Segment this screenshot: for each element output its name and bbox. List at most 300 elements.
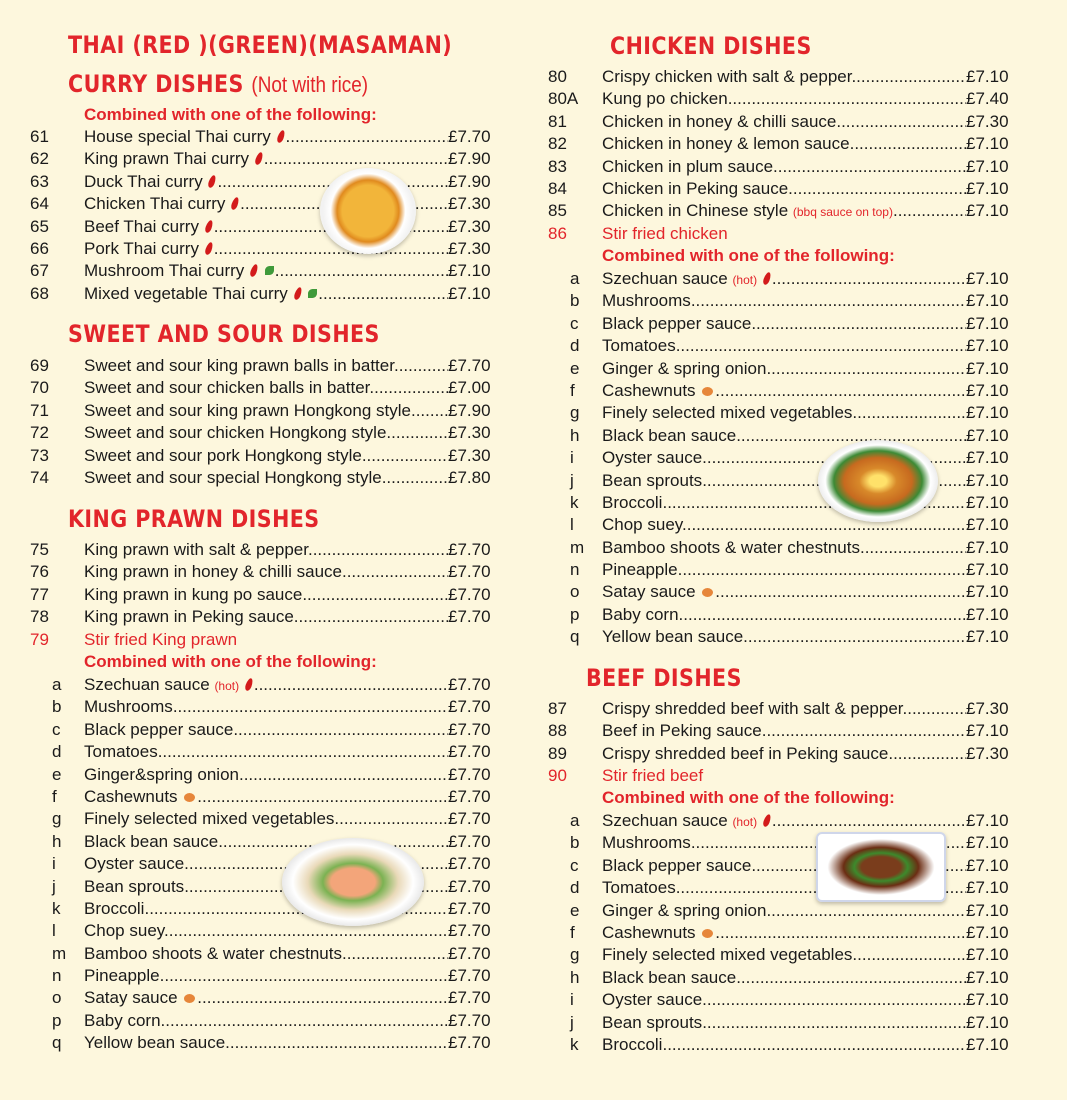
item-price: £7.30 xyxy=(966,743,1009,763)
list-item xyxy=(548,922,1018,944)
item-name-text: Chicken in Peking sauce xyxy=(602,178,789,198)
item-price: £7.00 xyxy=(448,378,491,398)
list-item xyxy=(548,290,1018,312)
item-price: £7.10 xyxy=(966,336,1009,356)
list-item xyxy=(548,223,1018,245)
list-item xyxy=(548,492,1018,514)
item-name-text: Mushroom Thai curry xyxy=(84,261,245,281)
list-item xyxy=(30,674,500,696)
list-item xyxy=(30,445,500,467)
item-name-text: Black bean sauce xyxy=(84,831,219,851)
item-number: k xyxy=(52,898,61,918)
item-price: £7.70 xyxy=(448,831,491,851)
item-name xyxy=(84,1032,448,1054)
item-price: £7.70 xyxy=(448,1010,491,1030)
chili-icon xyxy=(207,174,217,188)
item-price: £7.80 xyxy=(448,467,491,487)
item-name-text: Finely selected mixed vegetables xyxy=(602,945,853,965)
item-number: 65 xyxy=(30,216,49,236)
king-prawn-heading: KING PRAWN DISHES xyxy=(68,505,320,533)
item-tag: (hot) xyxy=(214,679,240,693)
item-name-text: Bean sprouts xyxy=(84,876,185,896)
item-name xyxy=(84,696,448,718)
item-name-text: Bean sprouts xyxy=(602,470,703,490)
item-name-text: Black bean sauce xyxy=(602,425,737,445)
item-price: £7.10 xyxy=(966,604,1009,624)
list-item xyxy=(30,467,500,489)
item-price: £7.10 xyxy=(966,515,1009,535)
item-name xyxy=(602,559,966,581)
item-number: k xyxy=(570,1034,579,1054)
list-item xyxy=(548,133,1018,155)
item-number: 86 xyxy=(548,224,567,243)
list-item xyxy=(548,989,1018,1011)
sweet-sour-list xyxy=(30,355,500,489)
item-name xyxy=(84,126,448,148)
item-name xyxy=(84,764,448,786)
item-number: 88 xyxy=(548,721,567,741)
item-price: £7.10 xyxy=(966,990,1009,1010)
chicken-photo xyxy=(818,440,938,522)
chicken-stir-fried xyxy=(548,223,1018,245)
beef-list xyxy=(548,698,1018,765)
item-number: 78 xyxy=(30,607,49,627)
item-number: g xyxy=(52,809,62,829)
item-price: £7.30 xyxy=(448,216,491,236)
beef-combined-subheading: Combined with one of the following: xyxy=(602,788,895,807)
item-price: £7.10 xyxy=(966,313,1009,333)
item-number: b xyxy=(570,291,580,311)
item-price: £7.70 xyxy=(448,719,491,739)
list-item xyxy=(548,743,1018,765)
item-name-text: Tomatoes xyxy=(602,336,676,356)
curry-heading-note: (Not with rice) xyxy=(251,72,369,97)
item-price: £7.70 xyxy=(448,562,491,582)
chili-icon xyxy=(204,219,214,233)
item-name xyxy=(84,943,448,965)
king-prawn-combined-subheading: Combined with one of the following: xyxy=(84,652,377,671)
list-item xyxy=(30,561,500,583)
item-number: 81 xyxy=(548,111,567,131)
item-name xyxy=(602,425,966,447)
item-name-text: Sweet and sour chicken balls in batter xyxy=(84,378,370,398)
item-number: c xyxy=(52,719,61,739)
item-name xyxy=(84,920,448,942)
item-number: 73 xyxy=(30,445,49,465)
item-number: n xyxy=(52,966,62,986)
chicken-combined-subheading: Combined with one of the following: xyxy=(602,246,895,265)
item-name-text: Ginger & spring onion xyxy=(602,900,767,920)
item-name-text: Ginger&spring onion xyxy=(84,764,239,784)
item-price: £7.10 xyxy=(966,492,1009,512)
king-prawn-stir-fried xyxy=(30,629,500,651)
item-name-text: King prawn Thai curry xyxy=(84,149,250,169)
list-item xyxy=(30,539,500,561)
item-name xyxy=(602,604,966,626)
item-name xyxy=(84,377,448,399)
item-number: 89 xyxy=(548,743,567,763)
item-name-text: Crispy shredded beef in Peking sauce xyxy=(602,743,889,763)
list-item xyxy=(30,606,500,628)
list-item xyxy=(548,66,1018,88)
item-name xyxy=(602,537,966,559)
item-number: 85 xyxy=(548,201,567,221)
item-name xyxy=(602,626,966,648)
chicken-list xyxy=(548,66,1018,223)
list-item xyxy=(548,358,1018,380)
item-price: £7.10 xyxy=(966,537,1009,557)
item-price: £7.90 xyxy=(448,149,491,169)
item-name-text: Szechuan sauce xyxy=(602,269,728,288)
item-number: l xyxy=(52,921,56,941)
item-name xyxy=(84,148,448,170)
item-name-text: House special Thai curry xyxy=(84,127,271,146)
item-name xyxy=(602,1012,966,1034)
list-item xyxy=(548,832,1018,854)
item-name: Stir fried chicken xyxy=(602,224,728,243)
item-name-text: Mushrooms xyxy=(84,697,173,717)
chili-icon xyxy=(230,197,240,211)
list-item xyxy=(548,1034,1018,1056)
list-item xyxy=(548,268,1018,290)
item-number: f xyxy=(52,786,57,806)
item-price: £7.70 xyxy=(448,127,491,146)
item-price: £7.70 xyxy=(448,966,491,986)
item-name-text: Sweet and sour king prawn balls in batter xyxy=(84,356,394,375)
item-name xyxy=(602,380,966,402)
item-number: e xyxy=(570,900,580,920)
item-name xyxy=(84,355,448,377)
item-name-text: Satay sauce xyxy=(84,988,178,1008)
item-price: £7.10 xyxy=(966,900,1009,920)
king-prawn-options-list xyxy=(30,674,500,1055)
chili-icon xyxy=(292,286,302,300)
list-item xyxy=(30,1032,500,1054)
item-number: 66 xyxy=(30,238,49,258)
item-name xyxy=(84,606,448,628)
item-number: 70 xyxy=(30,378,49,398)
item-number: o xyxy=(52,988,62,1008)
item-name xyxy=(602,743,966,765)
list-item xyxy=(548,200,1018,222)
item-name xyxy=(84,400,448,422)
item-name-text: King prawn in kung po sauce xyxy=(84,584,303,604)
list-item xyxy=(548,156,1018,178)
item-number: d xyxy=(570,336,580,356)
item-number: 61 xyxy=(30,127,49,146)
item-name-text: Kung po chicken xyxy=(602,89,728,109)
list-item xyxy=(548,425,1018,447)
item-number: a xyxy=(570,811,580,830)
beef-photo xyxy=(816,832,946,902)
item-number: i xyxy=(570,990,574,1010)
item-number: h xyxy=(52,831,62,851)
list-item xyxy=(548,944,1018,966)
item-name-text: Black pepper sauce xyxy=(602,855,752,875)
item-name xyxy=(84,561,448,583)
list-item xyxy=(548,111,1018,133)
item-number: a xyxy=(52,675,62,694)
list-item xyxy=(30,876,500,898)
item-number: h xyxy=(570,425,580,445)
item-number: l xyxy=(570,515,574,535)
item-name-text: Sweet and sour pork Hongkong style xyxy=(84,445,362,465)
item-name-text: Chop suey xyxy=(84,921,165,941)
item-number: q xyxy=(570,627,580,647)
item-name xyxy=(84,808,448,830)
item-name xyxy=(602,358,966,380)
item-number: 77 xyxy=(30,584,49,604)
item-name-text: Finely selected mixed vegetables xyxy=(84,809,335,829)
item-name-text: Black bean sauce xyxy=(602,967,737,987)
list-item xyxy=(30,786,500,808)
item-number: c xyxy=(570,313,579,333)
item-name-text: Pineapple xyxy=(602,560,678,580)
item-price: £7.10 xyxy=(966,448,1009,468)
item-number: a xyxy=(570,269,580,288)
item-number: 76 xyxy=(30,562,49,582)
item-number: 67 xyxy=(30,261,49,281)
item-name xyxy=(602,290,966,312)
list-item xyxy=(30,377,500,399)
item-name xyxy=(602,402,966,424)
item-price: £7.10 xyxy=(966,201,1009,221)
item-price: £7.30 xyxy=(448,445,491,465)
item-name-text: Baby corn xyxy=(84,1010,161,1030)
item-name-text: Duck Thai curry xyxy=(84,171,203,191)
curry-heading-line1: THAI (RED )(GREEN)(MASAMAN) xyxy=(68,31,453,59)
item-price: £7.10 xyxy=(966,721,1009,741)
item-number: 90 xyxy=(548,766,567,785)
item-number: p xyxy=(570,604,580,624)
item-name xyxy=(602,200,966,223)
item-name xyxy=(602,111,966,133)
item-name-text: Sweet and sour special Hongkong style xyxy=(84,467,382,487)
item-name: Stir fried King prawn xyxy=(84,630,238,649)
list-item xyxy=(548,626,1018,648)
item-price: £7.10 xyxy=(966,178,1009,198)
item-name xyxy=(602,268,966,291)
item-name xyxy=(602,944,966,966)
item-number: m xyxy=(52,943,67,963)
item-number: j xyxy=(570,1012,574,1032)
list-item xyxy=(30,943,500,965)
item-number: c xyxy=(570,855,579,875)
item-name-text: Tomatoes xyxy=(84,742,158,762)
item-price: £7.10 xyxy=(966,67,1009,86)
item-name-text: Broccoli xyxy=(84,898,145,918)
list-item xyxy=(30,853,500,875)
list-item xyxy=(548,470,1018,492)
list-item xyxy=(548,720,1018,742)
item-name xyxy=(602,900,966,922)
item-price: £7.10 xyxy=(966,945,1009,965)
list-item xyxy=(30,1010,500,1032)
item-number: e xyxy=(52,764,62,784)
item-price: £7.90 xyxy=(448,400,491,420)
item-name-text: Beef Thai curry xyxy=(84,216,199,236)
list-item xyxy=(548,335,1018,357)
list-item xyxy=(548,1012,1018,1034)
item-price: £7.70 xyxy=(448,584,491,604)
item-name xyxy=(602,178,966,200)
item-number: g xyxy=(570,945,580,965)
item-price: £7.10 xyxy=(966,403,1009,423)
chicken-options-list xyxy=(548,268,1018,649)
chicken-heading: CHICKEN DISHES xyxy=(610,32,812,60)
item-name-text: Mushrooms xyxy=(602,833,691,853)
item-name-text: Pork Thai curry xyxy=(84,238,199,258)
item-price: £7.10 xyxy=(966,582,1009,602)
item-number: 84 xyxy=(548,178,567,198)
item-number: p xyxy=(52,1010,62,1030)
sweet-sour-heading: SWEET AND SOUR DISHES xyxy=(68,320,380,348)
item-number: 74 xyxy=(30,467,49,487)
list-item xyxy=(30,283,500,305)
list-item xyxy=(548,604,1018,626)
item-name xyxy=(84,283,448,305)
item-price: £7.10 xyxy=(966,1012,1009,1032)
item-price: £7.70 xyxy=(448,764,491,784)
item-number: j xyxy=(570,470,574,490)
item-price: £7.70 xyxy=(448,943,491,963)
item-name xyxy=(84,965,448,987)
item-number: f xyxy=(570,380,575,400)
chili-icon xyxy=(204,241,214,255)
nut-icon xyxy=(702,387,713,396)
item-price: £7.70 xyxy=(448,356,491,375)
thai-curry-photo xyxy=(320,168,416,254)
item-name xyxy=(84,584,448,606)
item-price: £7.40 xyxy=(966,89,1009,109)
item-name xyxy=(84,719,448,741)
item-name-text: Pineapple xyxy=(84,966,160,986)
curry-heading-line2 xyxy=(68,70,368,98)
item-number: j xyxy=(52,876,56,896)
item-number: 63 xyxy=(30,171,49,191)
item-price: £7.70 xyxy=(448,786,491,806)
item-price: £7.10 xyxy=(448,261,491,281)
item-price: £7.70 xyxy=(448,988,491,1008)
item-name xyxy=(84,674,448,697)
item-price: £7.30 xyxy=(966,111,1009,131)
list-item xyxy=(30,355,500,377)
item-number: b xyxy=(52,697,62,717)
list-item xyxy=(548,178,1018,200)
curry-combined-subheading: Combined with one of the following: xyxy=(84,105,377,124)
item-name xyxy=(84,1010,448,1032)
list-item xyxy=(548,402,1018,424)
item-price: £7.10 xyxy=(966,560,1009,580)
chili-icon xyxy=(249,264,259,278)
item-name-text: King prawn in honey & chilli sauce xyxy=(84,562,342,582)
item-name xyxy=(602,698,966,720)
list-item xyxy=(30,741,500,763)
item-number: 80A xyxy=(548,89,579,109)
item-price: £7.10 xyxy=(966,833,1009,853)
list-item xyxy=(30,422,500,444)
item-price: £7.10 xyxy=(966,156,1009,176)
list-item xyxy=(30,148,500,170)
item-name-text: Tomatoes xyxy=(602,878,676,898)
item-name-text: King prawn with salt & pepper xyxy=(84,540,308,559)
item-name-text: Crispy shredded beef with salt & pepper xyxy=(602,699,903,718)
item-name-text: King prawn in Peking sauce xyxy=(84,607,294,627)
item-name-text: Chicken Thai curry xyxy=(84,194,226,214)
list-item xyxy=(548,514,1018,536)
item-price: £7.10 xyxy=(966,855,1009,875)
item-name-text: Chicken in honey & chilli sauce xyxy=(602,111,837,131)
item-price: £7.70 xyxy=(448,540,491,559)
item-name xyxy=(84,539,448,561)
item-name-text: Bamboo shoots & water chestnuts xyxy=(602,537,860,557)
item-name-text: Mushrooms xyxy=(602,291,691,311)
item-name xyxy=(602,1034,966,1056)
item-price: £7.30 xyxy=(448,423,491,443)
item-number: 83 xyxy=(548,156,567,176)
list-item xyxy=(548,537,1018,559)
nut-icon xyxy=(184,994,195,1003)
item-price: £7.10 xyxy=(966,878,1009,898)
item-name xyxy=(602,133,966,155)
item-name xyxy=(84,260,448,282)
item-name xyxy=(602,313,966,335)
item-name-text: Finely selected mixed vegetables xyxy=(602,403,853,423)
item-price: £7.10 xyxy=(966,811,1009,830)
item-number: n xyxy=(570,560,580,580)
nut-icon xyxy=(702,588,713,597)
item-price: £7.10 xyxy=(966,1034,1009,1054)
item-price: £7.70 xyxy=(448,921,491,941)
item-name xyxy=(602,88,966,110)
item-name xyxy=(602,810,966,833)
list-item xyxy=(548,900,1018,922)
item-name xyxy=(84,741,448,763)
list-item xyxy=(30,898,500,920)
list-item xyxy=(30,193,500,215)
item-number: 72 xyxy=(30,423,49,443)
list-item xyxy=(30,920,500,942)
item-price: £7.70 xyxy=(448,876,491,896)
item-number: 82 xyxy=(548,134,567,154)
king-prawn-list xyxy=(30,539,500,629)
item-name-text: Cashewnuts xyxy=(84,786,178,806)
item-number: 64 xyxy=(30,194,49,214)
item-price: £7.30 xyxy=(448,194,491,214)
item-number: 75 xyxy=(30,540,49,559)
item-name-text: Chop suey xyxy=(602,515,683,535)
king-prawn-photo xyxy=(282,838,424,926)
list-item xyxy=(548,810,1018,832)
item-number: d xyxy=(52,742,62,762)
item-name xyxy=(84,422,448,444)
item-name-text: Sweet and sour king prawn Hongkong style xyxy=(84,400,411,420)
item-number: m xyxy=(570,537,585,557)
list-item xyxy=(548,380,1018,402)
item-number: q xyxy=(52,1033,62,1053)
item-price: £7.10 xyxy=(966,425,1009,445)
item-number: 80 xyxy=(548,67,567,86)
item-number: e xyxy=(570,358,580,378)
item-name xyxy=(602,967,966,989)
item-number: b xyxy=(570,833,580,853)
item-name xyxy=(602,989,966,1011)
item-price: £7.70 xyxy=(448,607,491,627)
beef-heading: BEEF DISHES xyxy=(586,664,742,692)
list-item xyxy=(548,447,1018,469)
item-name-text: Beef in Peking sauce xyxy=(602,721,762,741)
item-tag: (hot) xyxy=(732,273,758,287)
